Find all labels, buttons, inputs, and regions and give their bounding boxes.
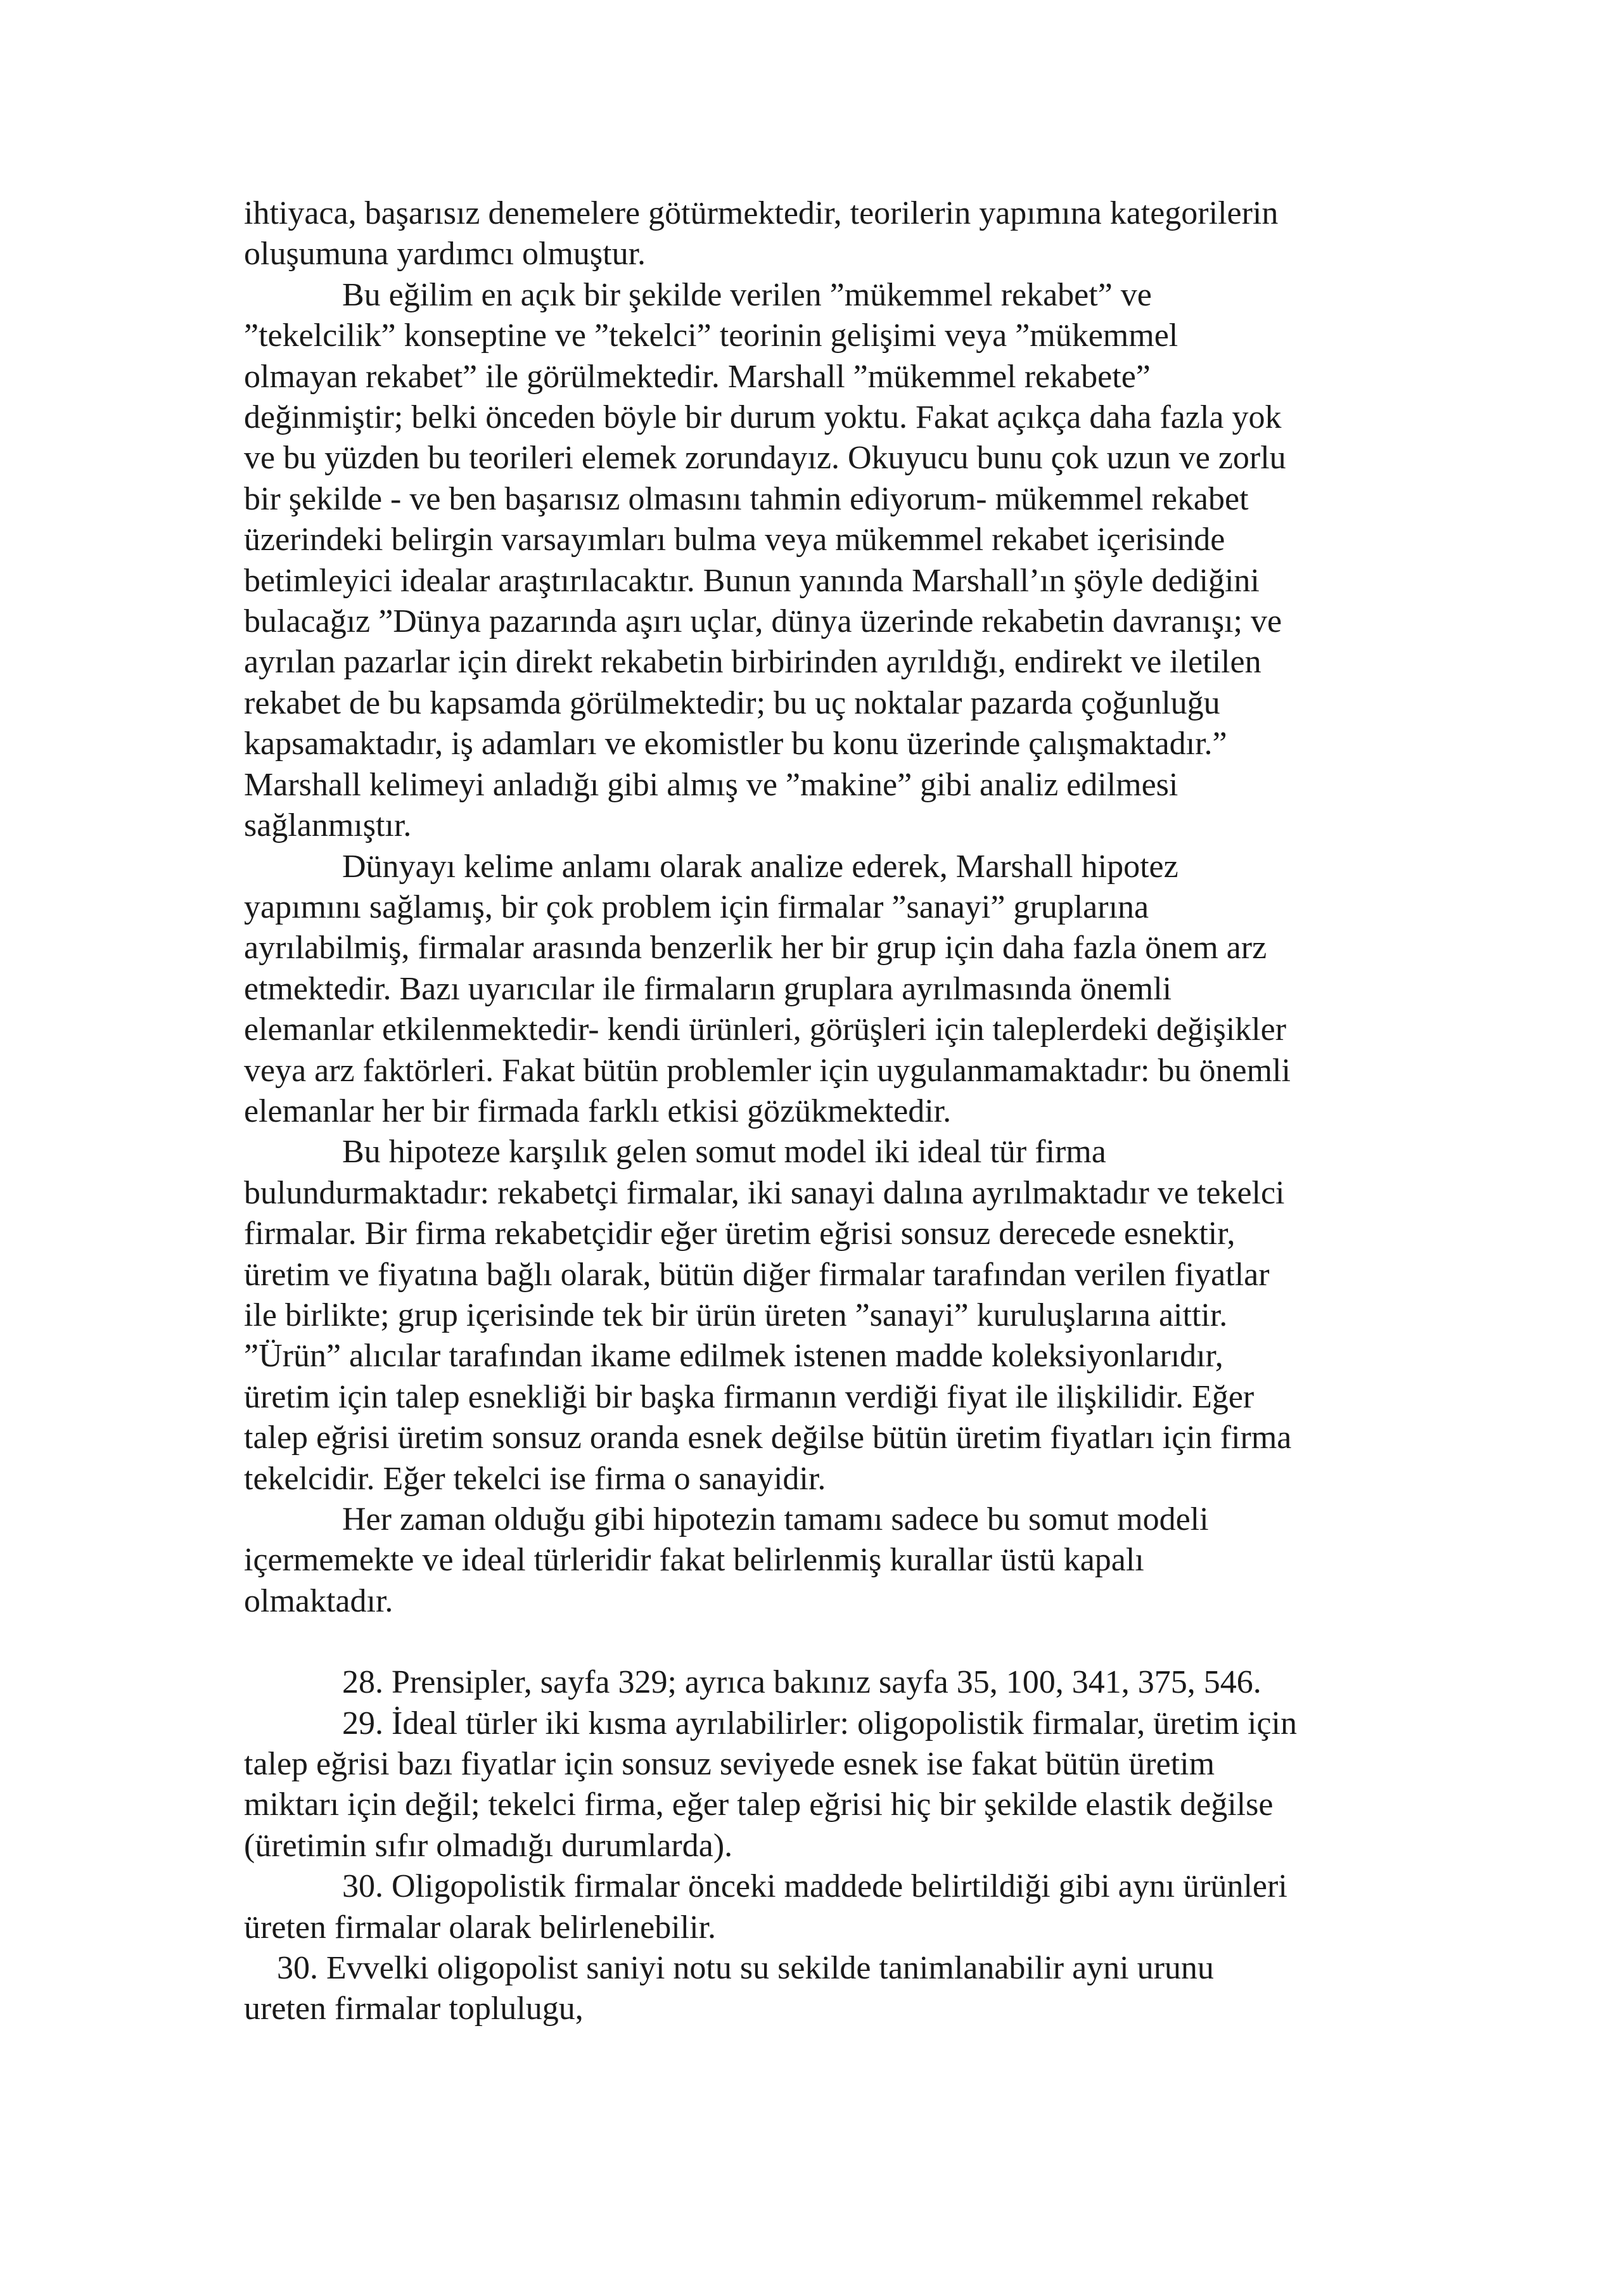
text-line: rekabet de bu kapsamda görülmektedir; bu uç noktalar pazarda çoğunluğu (244, 684, 1220, 721)
text-line: Her zaman olduğu gibi hipotezin tamamı sadece bu somut modeli (342, 1501, 1209, 1537)
text-line: Bu hipoteze karşılık gelen somut model iki ideal tür firma (342, 1134, 1106, 1170)
text-line: ”Ürün” alıcılar tarafından ikame edilmek istenen madde koleksiyonlarıdır, (244, 1338, 1223, 1375)
paragraph-3 (244, 847, 1435, 1132)
text-line: ayrılan pazarlar için direkt rekabetin birbirinden ayrıldığı, endirekt ve iletilen (244, 644, 1261, 681)
text-line: tekelcidir. Eğer tekelci ise firma o sanayidir. (244, 1460, 826, 1497)
text-line: oluşumuna yardımcı olmuştur. (244, 236, 646, 273)
footnote-30a (244, 1866, 1435, 1948)
text-line: firmalar. Bir firma rekabetçidir eğer üretim eğrisi sonsuz derecede esnektir, (244, 1215, 1236, 1252)
text-line: veya arz faktörleri. Fakat bütün problemler için uygulanmamaktadır: bu önemli (244, 1052, 1291, 1089)
text-line: ihtiyaca, başarısız denemelere götürmektedir, teorilerin yapımına kategorilerin (244, 195, 1279, 231)
paragraph-2 (244, 275, 1435, 847)
footnote-30b (244, 1948, 1435, 2030)
text-line: üretim ve fiyatına bağlı olarak, bütün diğer firmalar tarafından verilen fiyatlar (244, 1256, 1270, 1293)
text-line: ile birlikte; grup içerisinde tek bir ürün üreten ”sanayi” kuruluşlarına aittir. (244, 1297, 1228, 1333)
text-line: elemanlar etkilenmektedir- kendi ürünleri, görüşleri için taleplerdeki değişikler (244, 1011, 1287, 1048)
text-line: değinmiştir; belki önceden böyle bir durum yoktu. Fakat açıkça daha fazla yok (244, 399, 1282, 436)
text-line: yapımını sağlamış, bir çok problem için firmalar ”sanayi” gruplarına (244, 888, 1149, 925)
paragraph-1 (244, 193, 1435, 275)
text-line: miktarı için değil; tekelci firma, eğer talep eğrisi hiç bir şekilde elastik değilse (244, 1786, 1274, 1823)
text-line: ve bu yüzden bu teorileri elemek zorundayız. Okuyucu bunu çok uzun ve zorlu (244, 440, 1286, 477)
text-line: Dünyayı kelime anlamı olarak analize ederek, Marshall hipotez (342, 848, 1178, 885)
text-line: içermemekte ve ideal türleridir fakat belirlenmiş kurallar üstü kapalı (244, 1542, 1144, 1579)
body-text (244, 193, 1435, 2030)
text-line: bulundurmaktadır: rekabetçi firmalar, iki sanayi dalına ayrılmaktadır ve tekelci (244, 1174, 1285, 1211)
text-line: (üretimin sıfır olmadığı durumlarda). (244, 1827, 733, 1864)
text-line: Bu eğilim en açık bir şekilde verilen ”mükemmel rekabet” ve (342, 276, 1152, 313)
text-line: sağlanmıştır. (244, 807, 412, 844)
text-line: ”tekelcilik” konseptine ve ”tekelci” teorinin gelişimi veya ”mükemmel (244, 317, 1178, 354)
text-line: elemanlar her bir firmada farklı etkisi gözükmektedir. (244, 1093, 952, 1129)
text-line: talep eğrisi bazı fiyatlar için sonsuz seviyede esnek ise fakat bütün üretim (244, 1746, 1215, 1783)
text-line: 30. Evvelki oligopolist saniyi notu su sekilde tanimlanabilir ayni urunu (277, 1950, 1214, 1987)
footnote-28 (244, 1662, 1435, 1703)
text-line: betimleyici idealar araştırılacaktır. Bunun yanında Marshall’ın şöyle dediğini (244, 562, 1260, 599)
text-line: 30. Oligopolistik firmalar önceki maddede belirtildiği gibi aynı ürünleri (342, 1868, 1287, 1905)
text-line: Marshall kelimeyi anladığı gibi almış ve ”makine” gibi analiz edilmesi (244, 766, 1178, 803)
text-line: ayrılabilmiş, firmalar arasında benzerlik her bir grup için daha fazla önem arz (244, 930, 1267, 966)
text-line: olmayan rekabet” ile görülmektedir. Marshall ”mükemmel rekabete” (244, 358, 1151, 395)
text-line: bulacağız ”Dünya pazarında aşırı uçlar, dünya üzerinde rekabetin davranışı; ve (244, 603, 1282, 640)
text-line: bir şekilde - ve ben başarısız olmasını tahmin ediyorum- mükemmel rekabet (244, 480, 1249, 517)
text-line: ureten firmalar toplulugu, (244, 1991, 584, 2027)
text-line: etmektedir. Bazı uyarıcılar ile firmaların gruplara ayrılmasında önemli (244, 970, 1172, 1007)
text-line: üretim için talep esnekliği bir başka firmanın verdiği fiyat ile ilişkilidir. Eğer (244, 1378, 1255, 1415)
blank-line (244, 1622, 1435, 1662)
text-line: üreten firmalar olarak belirlenebilir. (244, 1909, 716, 1946)
text-line: kapsamaktadır, iş adamları ve ekomistler bu konu üzerinde çalışmaktadır.” (244, 726, 1227, 762)
text-line: üzerindeki belirgin varsayımları bulma veya mükemmel rekabet içerisinde (244, 522, 1225, 558)
text-line: 29. İdeal türler iki kısma ayrılabilirler: oligopolistik firmalar, üretim için (342, 1705, 1297, 1741)
text-line: talep eğrisi üretim sonsuz oranda esnek değilse bütün üretim fiyatları için firma (244, 1420, 1292, 1456)
paragraph-5 (244, 1499, 1435, 1622)
paragraph-4 (244, 1132, 1435, 1499)
footnote-29 (244, 1703, 1435, 1867)
text-line: 28. Prensipler, sayfa 329; ayrıca bakınız sayfa 35, 100, 341, 375, 546. (342, 1664, 1261, 1701)
text-line: olmaktadır. (244, 1582, 393, 1619)
